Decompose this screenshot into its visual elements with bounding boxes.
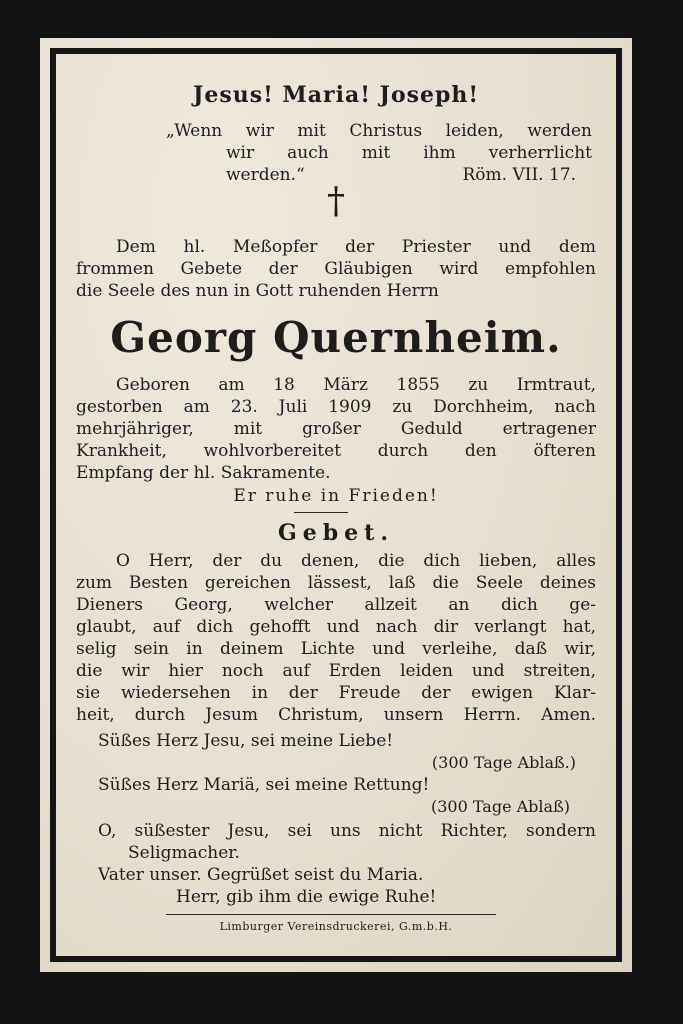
rest-in-peace: Er ruhe in Frieden! — [233, 486, 439, 506]
eternal-rest-line: Herr, gib ihm die ewige Ruhe! — [176, 887, 437, 907]
intro-line-3: die Seele des nun in Gott ruhenden Herrn — [76, 281, 439, 301]
prayer-line-4: glaubt, auf dich gehofft und nach dir verlangt hat, — [76, 617, 596, 637]
quote-line-2: wir auch mit ihm verherrlicht — [226, 143, 592, 163]
invocation-heart-mary: Süßes Herz Mariä, sei meine Rettung! — [98, 775, 430, 795]
prayer-line-3: Dieners Georg, welcher allzeit an dich ge- — [76, 595, 596, 615]
intro-line-2: frommen Gebete der Gläubigen wird empfohlen — [76, 259, 596, 279]
bio-line-3: mehrjähriger, mit großer Geduld ertragener — [76, 419, 596, 439]
prayer-line-1: O Herr, der du denen, die dich lieben, alles — [116, 551, 596, 571]
bio-line-1: Geboren am 18 März 1855 zu Irmtraut, — [116, 375, 596, 395]
quote-reference: Röm. VII. 17. — [462, 165, 576, 185]
divider — [294, 512, 348, 513]
bio-line-4: Krankheit, wohlvorbereitet durch den öfteren — [76, 441, 596, 461]
prayer-line-8: heit, durch Jesum Christum, unsern Herrn. Amen. — [76, 705, 596, 725]
quote-line-3: werden.“ — [226, 165, 305, 185]
prayer-line-6: die wir hier noch auf Erden leiden und streiten, — [76, 661, 596, 681]
black-border-frame — [50, 48, 622, 962]
indulgence-1: (300 Tage Ablaß.) — [431, 753, 576, 772]
prayer-title: Gebet. — [278, 520, 394, 546]
footer-rule — [166, 914, 496, 915]
prayer-line-5: selig sein in deinem Lichte und verleihe, daß wir, — [76, 639, 596, 659]
header-title: Jesus! Maria! Joseph! — [192, 82, 480, 108]
card-content — [76, 54, 596, 956]
deceased-name: Georg Quernheim. — [110, 313, 562, 362]
invocation-sweet-jesus-1: O, süßester Jesu, sei uns nicht Richter, sondern — [98, 821, 596, 841]
invocation-sweet-jesus-2: Seligmacher. — [128, 843, 240, 863]
memorial-card — [40, 38, 632, 972]
prayer-line-2: zum Besten gereichen lässest, laß die Seele deines — [76, 573, 596, 593]
cross-icon: † — [327, 182, 345, 222]
our-father-line: Vater unser. Gegrüßet seist du Maria. — [98, 865, 424, 885]
prayer-line-7: sie wiedersehen in der Freude der ewigen Klar- — [76, 683, 596, 703]
invocation-heart-jesus: Süßes Herz Jesu, sei meine Liebe! — [98, 731, 394, 751]
intro-line-1: Dem hl. Meßopfer der Priester und dem — [116, 237, 596, 257]
printer-credit: Limburger Vereinsdruckerei, G.m.b.H. — [219, 920, 453, 933]
quote-line-1: „Wenn wir mit Christus leiden, werden — [166, 121, 592, 141]
bio-line-2: gestorben am 23. Juli 1909 zu Dorchheim, nach — [76, 397, 596, 417]
bio-line-5: Empfang der hl. Sakramente. — [76, 463, 331, 483]
indulgence-2: (300 Tage Ablaß) — [430, 797, 570, 816]
